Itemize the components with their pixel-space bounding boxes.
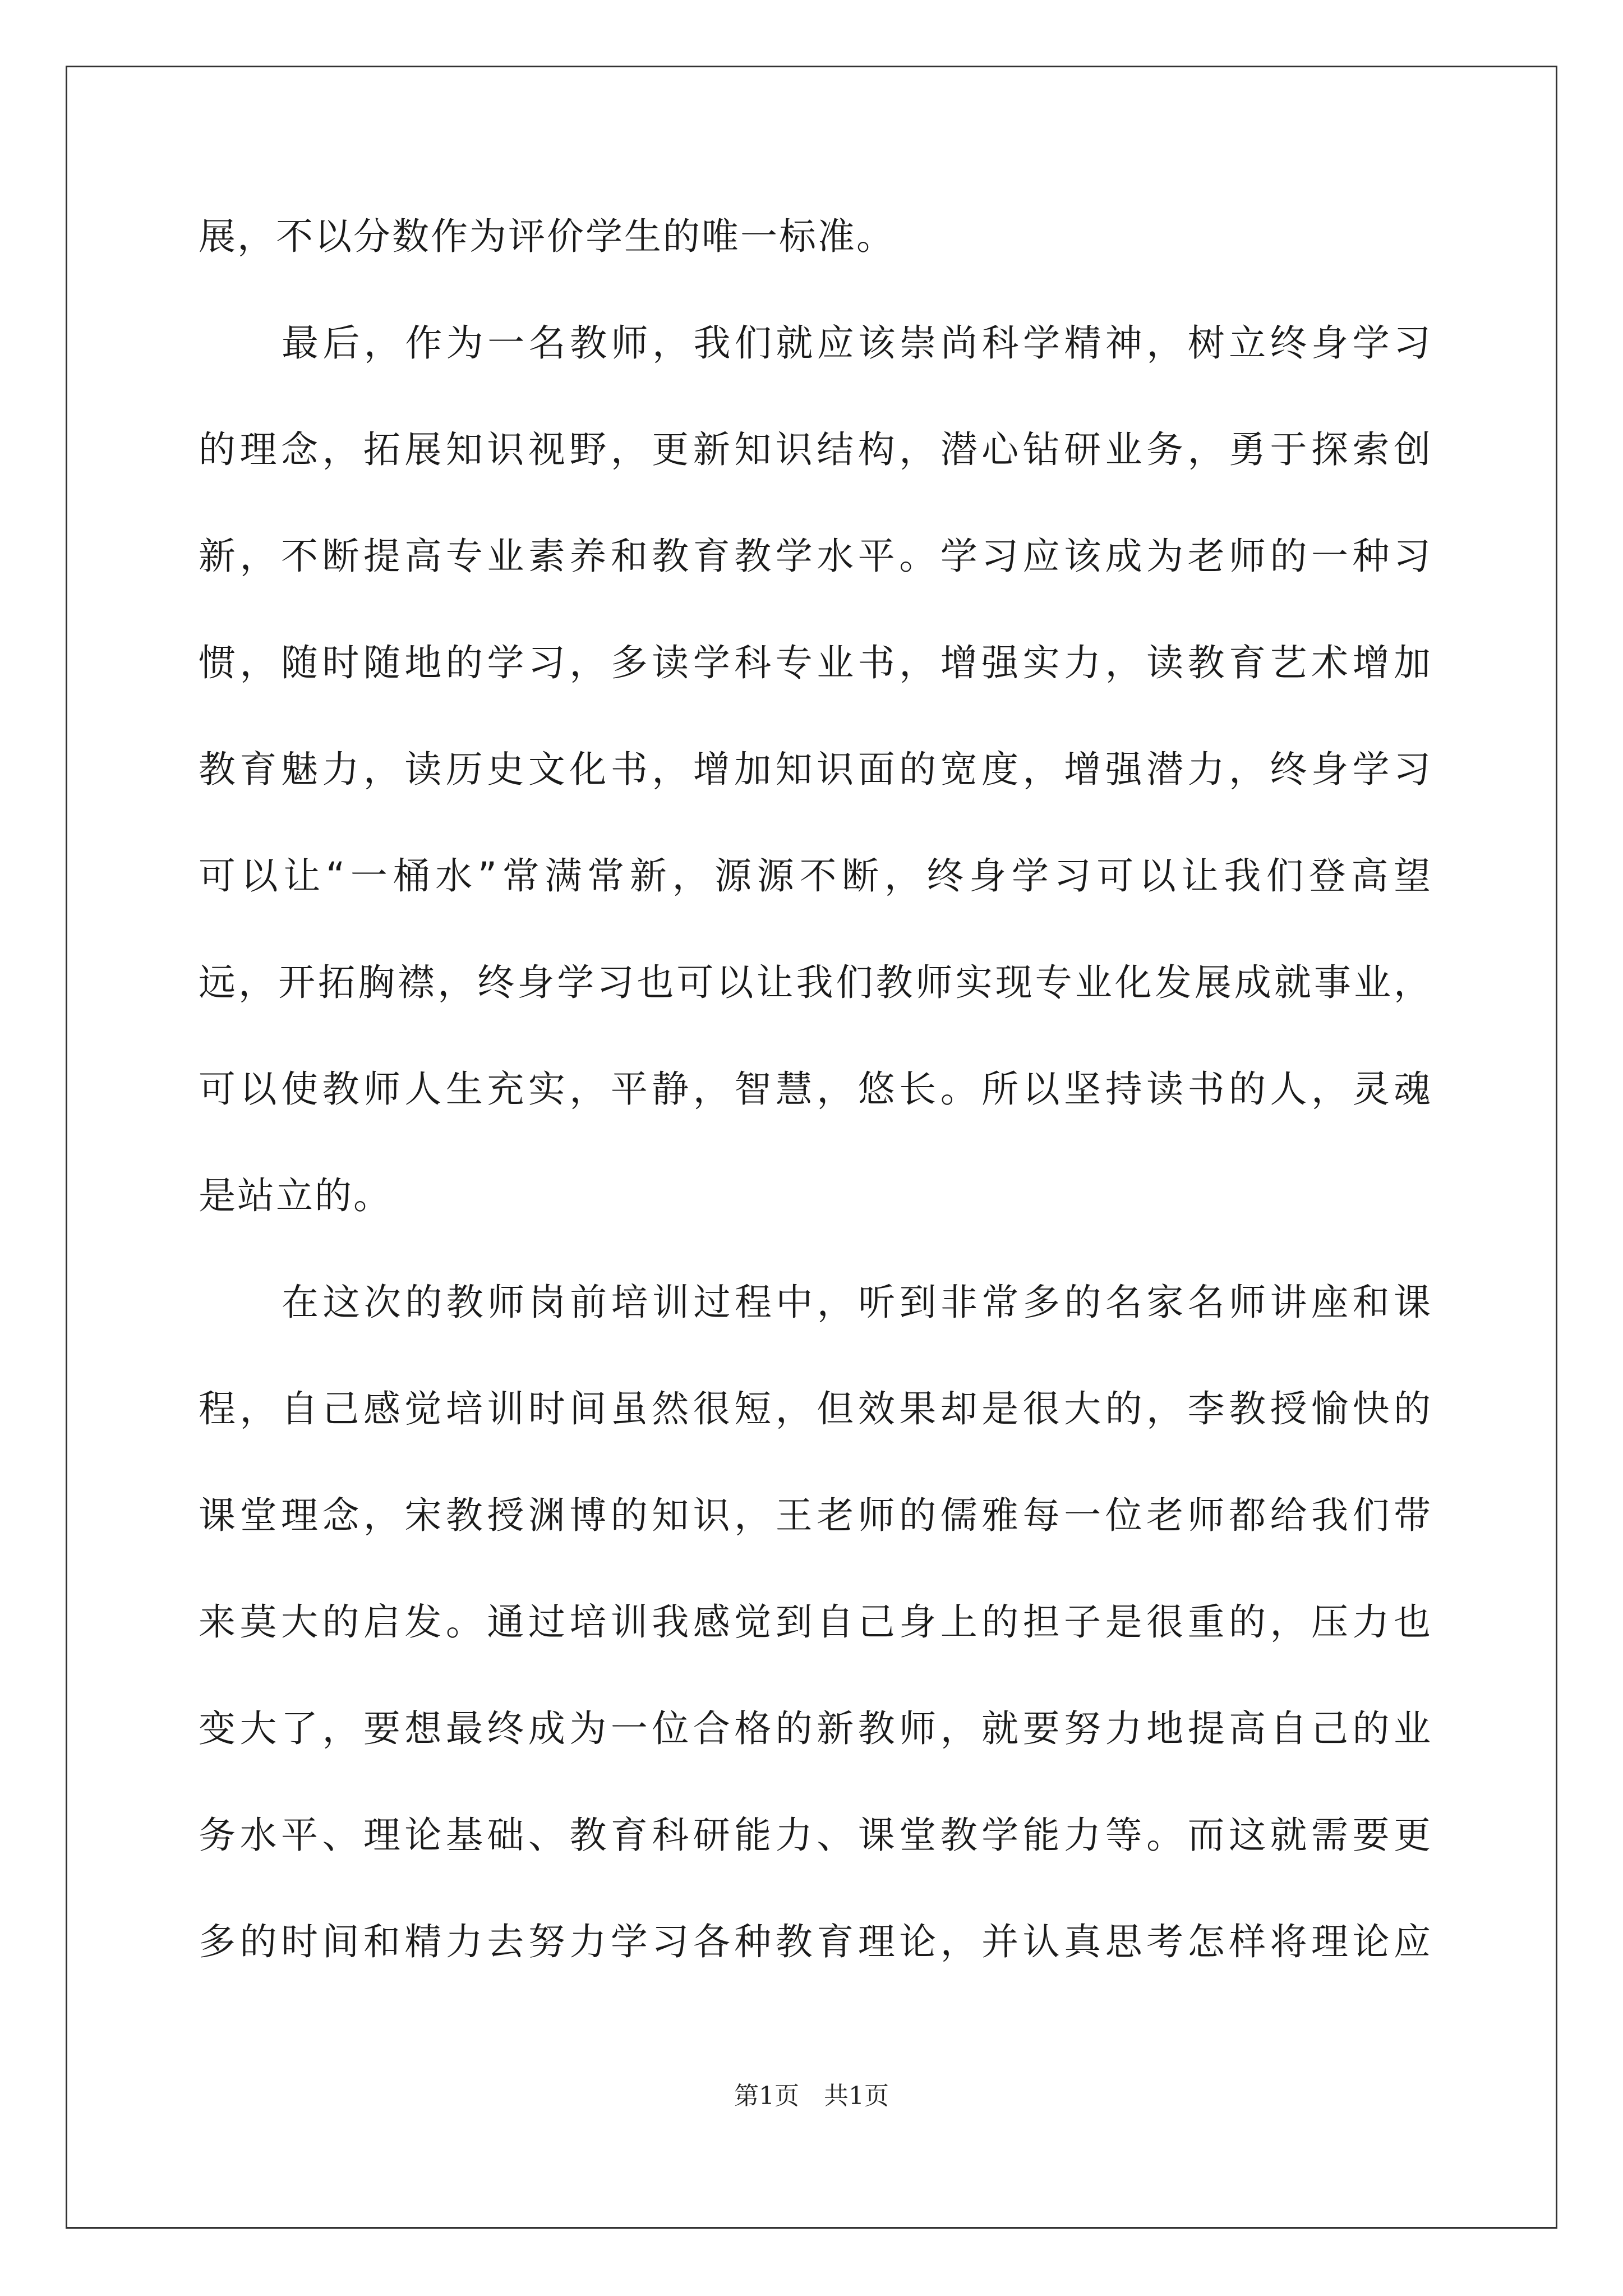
text-line: 多的时间和精力去努力学习各种教育理论，并认真思考怎样将理论应 xyxy=(199,1920,1432,1963)
text-line: 来莫大的启发。通过培训我感觉到自己身上的担子是很重的，压力也 xyxy=(199,1600,1432,1644)
text-line: 程，自己感觉培训时间虽然很短，但效果却是很大的，李教授愉快的 xyxy=(199,1387,1432,1430)
paragraph-first-line: 在这次的教师岗前培训过程中，听到非常多的名家名师讲座和课 xyxy=(282,1281,1432,1324)
text-line: 课堂理念，宋教授渊博的知识，王老师的儒雅每一位老师都给我们带 xyxy=(199,1494,1432,1537)
text-line: 可以让“一桶水”常满常新，源源不断，终身学习可以让我们登高望 xyxy=(199,854,1432,898)
text-line: 务水平、理论基础、教育科研能力、课堂教学能力等。而这就需要更 xyxy=(199,1814,1432,1857)
text-line: 远，开拓胸襟，终身学习也可以让我们教师实现专业化发展成就事业， xyxy=(199,961,1432,1004)
text-line: 可以使教师人生充实，平静，智慧，悠长。所以坚持读书的人，灵魂 xyxy=(199,1068,1432,1111)
page-number-current: 第1页 xyxy=(734,2082,799,2110)
text-line: 的理念，拓展知识视野，更新知识结构，潜心钻研业务，勇于探索创 xyxy=(199,428,1432,471)
page-footer xyxy=(0,2079,1623,2113)
text-line: 展，不以分数作为评价学生的唯一标准。 xyxy=(199,215,895,258)
paragraph-first-line: 最后，作为一名教师，我们就应该崇尚科学精神，树立终身学习 xyxy=(282,321,1432,365)
text-line: 惯，随时随地的学习，多读学科专业书，增强实力，读教育艺术增加 xyxy=(199,641,1432,684)
text-line: 变大了，要想最终成为一位合格的新教师，就要努力地提高自己的业 xyxy=(199,1707,1432,1750)
text-line: 新，不断提高专业素养和教育教学水平。学习应该成为老师的一种习 xyxy=(199,535,1432,578)
text-line: 是站立的。 xyxy=(199,1174,392,1217)
page-border xyxy=(66,66,1557,2229)
page-number-total: 共1页 xyxy=(824,2082,889,2110)
text-line: 教育魅力，读历史文化书，增加知识面的宽度，增强潜力，终身学习 xyxy=(199,748,1432,791)
